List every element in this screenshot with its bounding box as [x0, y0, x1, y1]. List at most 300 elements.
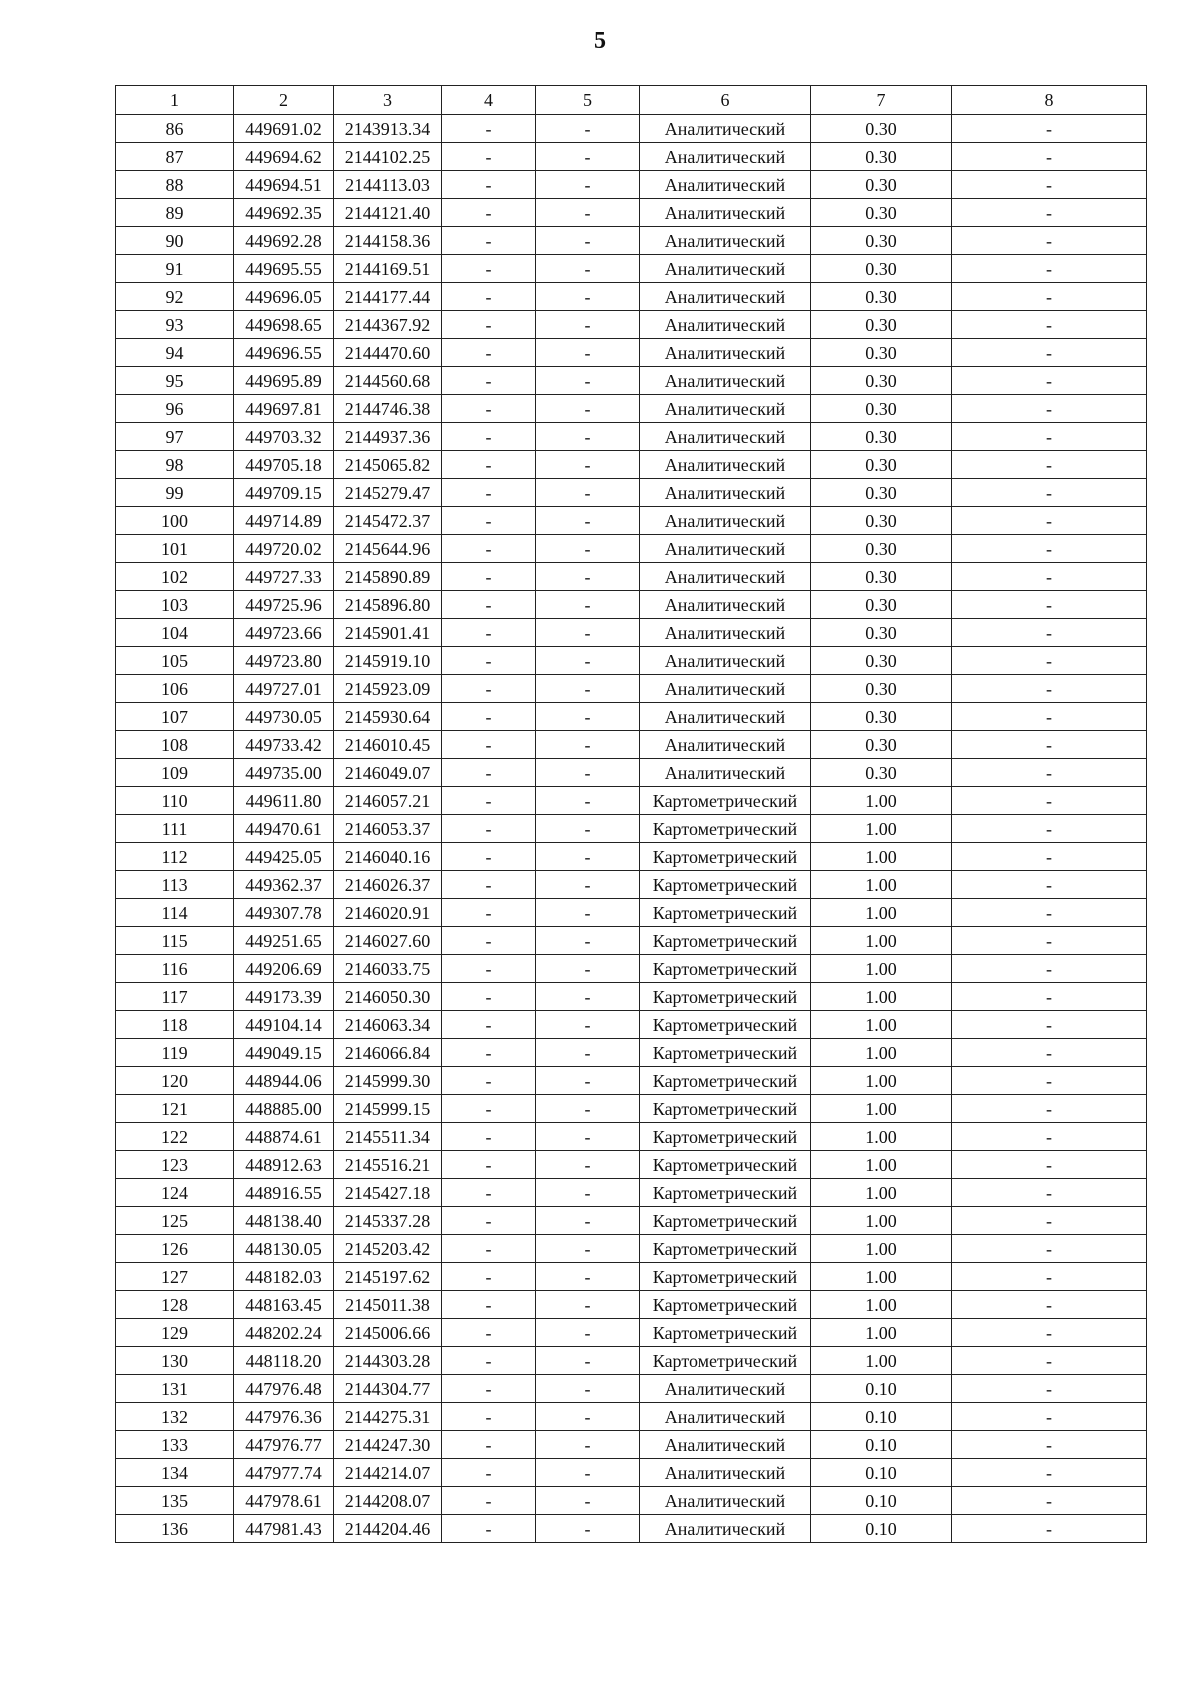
column-header-2: 2 [234, 86, 334, 115]
x-coordinate-cell: 448912.63 [234, 1151, 334, 1179]
method-cell: Картометрический [640, 955, 811, 983]
column-5-cell: - [536, 1347, 640, 1375]
column-4-cell: - [442, 255, 536, 283]
point-number-cell: 107 [116, 703, 234, 731]
column-4-cell: - [442, 759, 536, 787]
method-cell: Аналитический [640, 1403, 811, 1431]
point-number-cell: 121 [116, 1095, 234, 1123]
accuracy-cell: 1.00 [811, 1235, 952, 1263]
column-4-cell: - [442, 1375, 536, 1403]
column-header-5: 5 [536, 86, 640, 115]
column-5-cell: - [536, 927, 640, 955]
x-coordinate-cell: 449694.51 [234, 171, 334, 199]
accuracy-cell: 0.30 [811, 339, 952, 367]
table-row [116, 451, 1147, 479]
column-8-cell: - [952, 1067, 1147, 1095]
point-number-cell: 114 [116, 899, 234, 927]
x-coordinate-cell: 449733.42 [234, 731, 334, 759]
y-coordinate-cell: 2146066.84 [334, 1039, 442, 1067]
method-cell: Аналитический [640, 507, 811, 535]
y-coordinate-cell: 2143913.34 [334, 115, 442, 143]
method-cell: Аналитический [640, 703, 811, 731]
method-cell: Картометрический [640, 899, 811, 927]
column-8-cell: - [952, 395, 1147, 423]
method-cell: Картометрический [640, 927, 811, 955]
method-cell: Картометрический [640, 815, 811, 843]
method-cell: Аналитический [640, 283, 811, 311]
column-5-cell: - [536, 815, 640, 843]
table-row [116, 1151, 1147, 1179]
point-number-cell: 134 [116, 1459, 234, 1487]
method-cell: Аналитический [640, 227, 811, 255]
accuracy-cell: 1.00 [811, 1319, 952, 1347]
column-8-cell: - [952, 1095, 1147, 1123]
column-5-cell: - [536, 787, 640, 815]
point-number-cell: 112 [116, 843, 234, 871]
method-cell: Аналитический [640, 1487, 811, 1515]
column-5-cell: - [536, 423, 640, 451]
column-5-cell: - [536, 591, 640, 619]
method-cell: Аналитический [640, 731, 811, 759]
point-number-cell: 119 [116, 1039, 234, 1067]
method-cell: Аналитический [640, 591, 811, 619]
point-number-cell: 110 [116, 787, 234, 815]
column-4-cell: - [442, 1263, 536, 1291]
x-coordinate-cell: 449705.18 [234, 451, 334, 479]
column-5-cell: - [536, 227, 640, 255]
table-row [116, 591, 1147, 619]
table-row [116, 255, 1147, 283]
table-row [116, 367, 1147, 395]
y-coordinate-cell: 2145930.64 [334, 703, 442, 731]
accuracy-cell: 1.00 [811, 1095, 952, 1123]
x-coordinate-cell: 449694.62 [234, 143, 334, 171]
table-row [116, 1459, 1147, 1487]
column-5-cell: - [536, 1487, 640, 1515]
column-header-3: 3 [334, 86, 442, 115]
x-coordinate-cell: 449470.61 [234, 815, 334, 843]
table-row [116, 1375, 1147, 1403]
method-cell: Картометрический [640, 1263, 811, 1291]
point-number-cell: 101 [116, 535, 234, 563]
column-5-cell: - [536, 1291, 640, 1319]
column-4-cell: - [442, 311, 536, 339]
column-5-cell: - [536, 311, 640, 339]
x-coordinate-cell: 448163.45 [234, 1291, 334, 1319]
method-cell: Аналитический [640, 311, 811, 339]
table-row [116, 115, 1147, 143]
point-number-cell: 106 [116, 675, 234, 703]
column-4-cell: - [442, 1347, 536, 1375]
x-coordinate-cell: 448944.06 [234, 1067, 334, 1095]
y-coordinate-cell: 2145472.37 [334, 507, 442, 535]
y-coordinate-cell: 2145279.47 [334, 479, 442, 507]
x-coordinate-cell: 447978.61 [234, 1487, 334, 1515]
method-cell: Картометрический [640, 787, 811, 815]
column-5-cell: - [536, 1151, 640, 1179]
table-row [116, 1263, 1147, 1291]
accuracy-cell: 1.00 [811, 955, 952, 983]
method-cell: Аналитический [640, 451, 811, 479]
x-coordinate-cell: 447981.43 [234, 1515, 334, 1543]
x-coordinate-cell: 447976.48 [234, 1375, 334, 1403]
point-number-cell: 93 [116, 311, 234, 339]
column-8-cell: - [952, 1347, 1147, 1375]
y-coordinate-cell: 2145919.10 [334, 647, 442, 675]
y-coordinate-cell: 2144113.03 [334, 171, 442, 199]
accuracy-cell: 1.00 [811, 1207, 952, 1235]
accuracy-cell: 1.00 [811, 1011, 952, 1039]
page-number: 5 [594, 28, 606, 54]
x-coordinate-cell: 449206.69 [234, 955, 334, 983]
point-number-cell: 122 [116, 1123, 234, 1151]
column-8-cell: - [952, 563, 1147, 591]
point-number-cell: 104 [116, 619, 234, 647]
x-coordinate-cell: 447976.77 [234, 1431, 334, 1459]
x-coordinate-cell: 448885.00 [234, 1095, 334, 1123]
accuracy-cell: 0.30 [811, 367, 952, 395]
column-8-cell: - [952, 311, 1147, 339]
point-number-cell: 105 [116, 647, 234, 675]
x-coordinate-cell: 449695.55 [234, 255, 334, 283]
column-8-cell: - [952, 703, 1147, 731]
column-8-cell: - [952, 815, 1147, 843]
point-number-cell: 88 [116, 171, 234, 199]
x-coordinate-cell: 449696.05 [234, 283, 334, 311]
y-coordinate-cell: 2145006.66 [334, 1319, 442, 1347]
y-coordinate-cell: 2144247.30 [334, 1431, 442, 1459]
column-header-4: 4 [442, 86, 536, 115]
column-4-cell: - [442, 983, 536, 1011]
accuracy-cell: 0.30 [811, 283, 952, 311]
column-8-cell: - [952, 1123, 1147, 1151]
table-row [116, 1487, 1147, 1515]
accuracy-cell: 0.30 [811, 619, 952, 647]
accuracy-cell: 0.10 [811, 1431, 952, 1459]
column-8-cell: - [952, 1151, 1147, 1179]
method-cell: Аналитический [640, 535, 811, 563]
column-5-cell: - [536, 171, 640, 199]
x-coordinate-cell: 448130.05 [234, 1235, 334, 1263]
table-row [116, 339, 1147, 367]
column-8-cell: - [952, 955, 1147, 983]
accuracy-cell: 0.30 [811, 311, 952, 339]
y-coordinate-cell: 2144303.28 [334, 1347, 442, 1375]
column-8-cell: - [952, 1235, 1147, 1263]
method-cell: Аналитический [640, 619, 811, 647]
column-8-cell: - [952, 1459, 1147, 1487]
x-coordinate-cell: 449727.33 [234, 563, 334, 591]
column-5-cell: - [536, 451, 640, 479]
column-4-cell: - [442, 647, 536, 675]
table-row [116, 1179, 1147, 1207]
x-coordinate-cell: 449709.15 [234, 479, 334, 507]
accuracy-cell: 1.00 [811, 1123, 952, 1151]
method-cell: Аналитический [640, 199, 811, 227]
column-4-cell: - [442, 199, 536, 227]
x-coordinate-cell: 449730.05 [234, 703, 334, 731]
y-coordinate-cell: 2144121.40 [334, 199, 442, 227]
y-coordinate-cell: 2144470.60 [334, 339, 442, 367]
point-number-cell: 109 [116, 759, 234, 787]
table-row [116, 927, 1147, 955]
accuracy-cell: 0.30 [811, 255, 952, 283]
column-5-cell: - [536, 899, 640, 927]
table-row [116, 1123, 1147, 1151]
table-row [116, 227, 1147, 255]
column-8-cell: - [952, 283, 1147, 311]
column-8-cell: - [952, 1403, 1147, 1431]
point-number-cell: 133 [116, 1431, 234, 1459]
accuracy-cell: 1.00 [811, 1179, 952, 1207]
x-coordinate-cell: 449362.37 [234, 871, 334, 899]
table-row [116, 787, 1147, 815]
x-coordinate-cell: 449714.89 [234, 507, 334, 535]
x-coordinate-cell: 448138.40 [234, 1207, 334, 1235]
y-coordinate-cell: 2145337.28 [334, 1207, 442, 1235]
table-row [116, 1515, 1147, 1543]
column-5-cell: - [536, 479, 640, 507]
column-5-cell: - [536, 115, 640, 143]
point-number-cell: 123 [116, 1151, 234, 1179]
column-8-cell: - [952, 843, 1147, 871]
accuracy-cell: 1.00 [811, 927, 952, 955]
accuracy-cell: 0.30 [811, 199, 952, 227]
x-coordinate-cell: 449691.02 [234, 115, 334, 143]
accuracy-cell: 0.30 [811, 479, 952, 507]
y-coordinate-cell: 2144304.77 [334, 1375, 442, 1403]
point-number-cell: 136 [116, 1515, 234, 1543]
column-8-cell: - [952, 1263, 1147, 1291]
method-cell: Аналитический [640, 1431, 811, 1459]
column-5-cell: - [536, 759, 640, 787]
y-coordinate-cell: 2146053.37 [334, 815, 442, 843]
point-number-cell: 92 [116, 283, 234, 311]
table-row [116, 1039, 1147, 1067]
table-body [116, 115, 1147, 1543]
x-coordinate-cell: 449697.81 [234, 395, 334, 423]
column-4-cell: - [442, 227, 536, 255]
column-4-cell: - [442, 927, 536, 955]
method-cell: Аналитический [640, 563, 811, 591]
y-coordinate-cell: 2145999.30 [334, 1067, 442, 1095]
point-number-cell: 103 [116, 591, 234, 619]
point-number-cell: 97 [116, 423, 234, 451]
column-8-cell: - [952, 1487, 1147, 1515]
x-coordinate-cell: 449696.55 [234, 339, 334, 367]
column-5-cell: - [536, 255, 640, 283]
coordinates-table [115, 85, 1147, 1543]
table-row [116, 311, 1147, 339]
column-4-cell: - [442, 1067, 536, 1095]
column-4-cell: - [442, 871, 536, 899]
column-5-cell: - [536, 1039, 640, 1067]
accuracy-cell: 0.30 [811, 143, 952, 171]
point-number-cell: 86 [116, 115, 234, 143]
column-8-cell: - [952, 339, 1147, 367]
y-coordinate-cell: 2145923.09 [334, 675, 442, 703]
method-cell: Картометрический [640, 1095, 811, 1123]
accuracy-cell: 0.10 [811, 1375, 952, 1403]
method-cell: Аналитический [640, 1375, 811, 1403]
accuracy-cell: 1.00 [811, 1151, 952, 1179]
column-4-cell: - [442, 731, 536, 759]
method-cell: Картометрический [640, 1039, 811, 1067]
point-number-cell: 128 [116, 1291, 234, 1319]
x-coordinate-cell: 449720.02 [234, 535, 334, 563]
point-number-cell: 94 [116, 339, 234, 367]
y-coordinate-cell: 2145901.41 [334, 619, 442, 647]
y-coordinate-cell: 2146050.30 [334, 983, 442, 1011]
y-coordinate-cell: 2145065.82 [334, 451, 442, 479]
y-coordinate-cell: 2144214.07 [334, 1459, 442, 1487]
table-row [116, 1095, 1147, 1123]
table-row [116, 619, 1147, 647]
x-coordinate-cell: 447976.36 [234, 1403, 334, 1431]
column-4-cell: - [442, 1515, 536, 1543]
column-4-cell: - [442, 899, 536, 927]
column-5-cell: - [536, 1067, 640, 1095]
column-5-cell: - [536, 1375, 640, 1403]
point-number-cell: 118 [116, 1011, 234, 1039]
accuracy-cell: 0.30 [811, 703, 952, 731]
accuracy-cell: 0.30 [811, 171, 952, 199]
column-5-cell: - [536, 143, 640, 171]
accuracy-cell: 0.10 [811, 1487, 952, 1515]
column-8-cell: - [952, 591, 1147, 619]
column-4-cell: - [442, 787, 536, 815]
column-8-cell: - [952, 619, 1147, 647]
column-5-cell: - [536, 1403, 640, 1431]
method-cell: Картометрический [640, 1319, 811, 1347]
y-coordinate-cell: 2144937.36 [334, 423, 442, 451]
method-cell: Картометрический [640, 1011, 811, 1039]
column-4-cell: - [442, 1459, 536, 1487]
table-row [116, 479, 1147, 507]
x-coordinate-cell: 449692.35 [234, 199, 334, 227]
column-8-cell: - [952, 899, 1147, 927]
accuracy-cell: 1.00 [811, 787, 952, 815]
column-5-cell: - [536, 843, 640, 871]
x-coordinate-cell: 448202.24 [234, 1319, 334, 1347]
table-row [116, 563, 1147, 591]
column-5-cell: - [536, 955, 640, 983]
y-coordinate-cell: 2145644.96 [334, 535, 442, 563]
x-coordinate-cell: 449735.00 [234, 759, 334, 787]
column-5-cell: - [536, 283, 640, 311]
column-8-cell: - [952, 1207, 1147, 1235]
accuracy-cell: 1.00 [811, 1347, 952, 1375]
column-5-cell: - [536, 1319, 640, 1347]
column-8-cell: - [952, 479, 1147, 507]
column-4-cell: - [442, 507, 536, 535]
table-row [116, 507, 1147, 535]
x-coordinate-cell: 449725.96 [234, 591, 334, 619]
accuracy-cell: 1.00 [811, 899, 952, 927]
table-row [116, 1207, 1147, 1235]
x-coordinate-cell: 449727.01 [234, 675, 334, 703]
column-4-cell: - [442, 815, 536, 843]
method-cell: Аналитический [640, 647, 811, 675]
x-coordinate-cell: 449173.39 [234, 983, 334, 1011]
method-cell: Аналитический [640, 479, 811, 507]
table-row [116, 955, 1147, 983]
column-8-cell: - [952, 423, 1147, 451]
column-4-cell: - [442, 1431, 536, 1459]
table-row [116, 1291, 1147, 1319]
accuracy-cell: 0.10 [811, 1515, 952, 1543]
method-cell: Картометрический [640, 1207, 811, 1235]
x-coordinate-cell: 449611.80 [234, 787, 334, 815]
y-coordinate-cell: 2144275.31 [334, 1403, 442, 1431]
y-coordinate-cell: 2144158.36 [334, 227, 442, 255]
table-row [116, 1319, 1147, 1347]
method-cell: Аналитический [640, 1515, 811, 1543]
column-5-cell: - [536, 1179, 640, 1207]
x-coordinate-cell: 449692.28 [234, 227, 334, 255]
table-row [116, 171, 1147, 199]
column-4-cell: - [442, 1487, 536, 1515]
point-number-cell: 108 [116, 731, 234, 759]
y-coordinate-cell: 2144102.25 [334, 143, 442, 171]
y-coordinate-cell: 2144560.68 [334, 367, 442, 395]
column-5-cell: - [536, 731, 640, 759]
point-number-cell: 99 [116, 479, 234, 507]
column-4-cell: - [442, 619, 536, 647]
column-4-cell: - [442, 1151, 536, 1179]
column-5-cell: - [536, 871, 640, 899]
method-cell: Картометрический [640, 983, 811, 1011]
column-5-cell: - [536, 619, 640, 647]
accuracy-cell: 1.00 [811, 1263, 952, 1291]
column-5-cell: - [536, 1235, 640, 1263]
method-cell: Картометрический [640, 1291, 811, 1319]
column-8-cell: - [952, 1515, 1147, 1543]
column-4-cell: - [442, 1095, 536, 1123]
accuracy-cell: 0.30 [811, 591, 952, 619]
y-coordinate-cell: 2145197.62 [334, 1263, 442, 1291]
column-8-cell: - [952, 451, 1147, 479]
column-4-cell: - [442, 367, 536, 395]
column-5-cell: - [536, 563, 640, 591]
column-8-cell: - [952, 787, 1147, 815]
table-row [116, 283, 1147, 311]
column-header-7: 7 [811, 86, 952, 115]
method-cell: Картометрический [640, 1067, 811, 1095]
x-coordinate-cell: 448874.61 [234, 1123, 334, 1151]
column-5-cell: - [536, 395, 640, 423]
column-5-cell: - [536, 1431, 640, 1459]
table-row [116, 731, 1147, 759]
x-coordinate-cell: 449307.78 [234, 899, 334, 927]
column-8-cell: - [952, 647, 1147, 675]
column-4-cell: - [442, 1319, 536, 1347]
point-number-cell: 102 [116, 563, 234, 591]
column-4-cell: - [442, 339, 536, 367]
y-coordinate-cell: 2146027.60 [334, 927, 442, 955]
column-8-cell: - [952, 199, 1147, 227]
y-coordinate-cell: 2145999.15 [334, 1095, 442, 1123]
column-5-cell: - [536, 703, 640, 731]
accuracy-cell: 0.30 [811, 759, 952, 787]
column-8-cell: - [952, 1431, 1147, 1459]
column-8-cell: - [952, 927, 1147, 955]
header-row [116, 86, 1147, 115]
method-cell: Аналитический [640, 171, 811, 199]
point-number-cell: 130 [116, 1347, 234, 1375]
method-cell: Картометрический [640, 1123, 811, 1151]
column-8-cell: - [952, 367, 1147, 395]
